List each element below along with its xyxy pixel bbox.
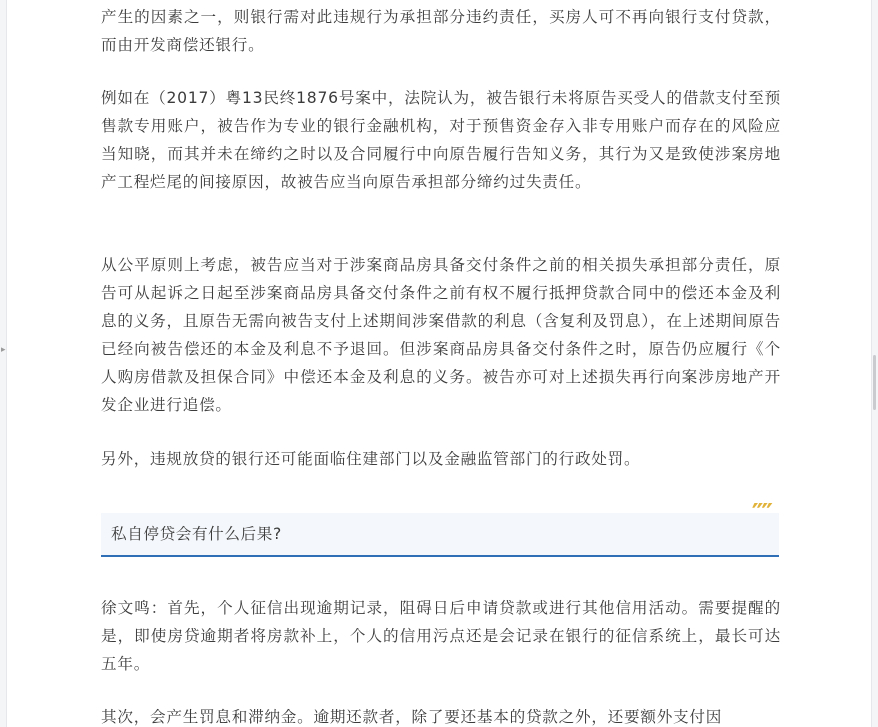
- chevron-right-icon[interactable]: ▸: [1, 345, 6, 355]
- paragraph: 从公平原则上考虑，被告应当对于涉案商品房具备交付条件之前的相关损失承担部分责任，原告可从起诉之日起至涉案商品房具备交付条件之前有权不履行抵押贷款合同中的偿还本金及利息的义务，且原告无需向被告支付上述期间涉案借款的利息（含复利及罚息），在上述期间原告已经向被告偿还的本金及利息不予退回。但涉案商品房具备交付条件之时，原告仍应履行《个人购房借款及担保合同》中偿还本金及利息的义务。被告亦可对上述损失再行向案涉房地产开发企业进行追偿。: [101, 256, 781, 414]
- quote-mark-icon: ″″: [751, 499, 771, 529]
- scrollbar-thumb[interactable]: [873, 355, 876, 410]
- left-gutter: [0, 0, 7, 727]
- paragraph: 徐文鸣：首先，个人征信出现逾期记录，阻碍日后申请贷款或进行其他信用活动。需要提醒的是，即使房贷逾期者将房款补上，个人的信用污点还是会记录在银行的征信系统上，最长可达五年。: [101, 599, 781, 673]
- paragraph: 另外，违规放贷的银行还可能面临住建部门以及金融监管部门的行政处罚。: [101, 450, 641, 468]
- paragraph: 例如在（2017）粤13民终1876号案中，法院认为，被告银行未将原告买受人的借款支付至预售款专用账户，被告作为专业的银行金融机构，对于预售资金存入非专用账户而存在的风险应当知晓，而其并未在缔约之时以及合同履行中向原告履行告知义务，其行为又是致使涉案房地产工程烂尾的间接原因，故被告应当向原告承担部分缔约过失责任。: [101, 89, 781, 191]
- scrollbar-track[interactable]: [871, 0, 878, 727]
- paragraph: 产生的因素之一，则银行需对此违规行为承担部分违约责任，买房人可不再向银行支付贷款，而由开发商偿还银行。: [101, 8, 781, 54]
- question-text: 私自停贷会有什么后果?: [111, 525, 282, 543]
- question-callout: [101, 499, 779, 557]
- paragraph: 其次，会产生罚息和滞纳金。逾期还款者，除了要还基本的贷款之外，还要额外支付因: [101, 708, 723, 726]
